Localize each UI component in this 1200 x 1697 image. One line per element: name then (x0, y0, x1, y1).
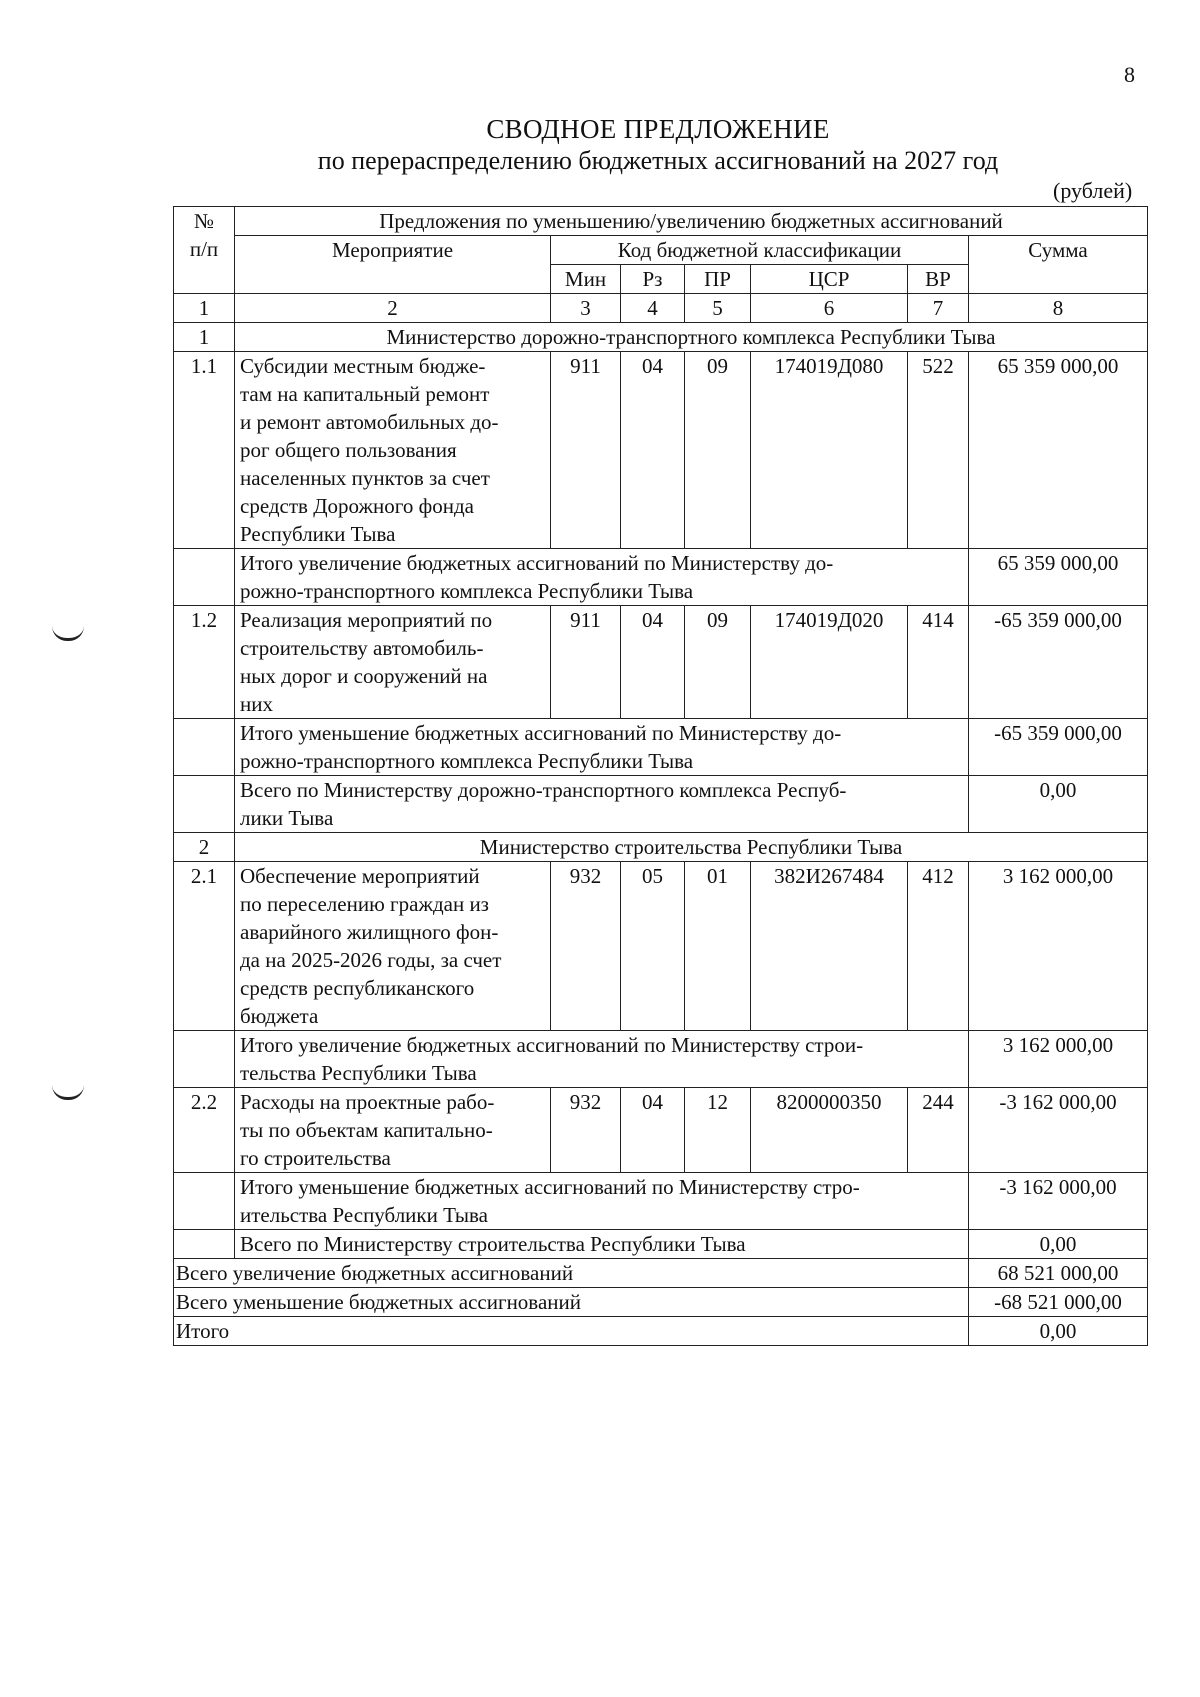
empty-cell (174, 1031, 235, 1088)
item-event: Реализация мероприятий по строительству автомобиль- ных дорог и сооружений на них (235, 606, 551, 719)
subtotal-row (174, 1173, 1148, 1230)
column-number-row (174, 294, 1148, 323)
subtotal-sum: -65 359 000,00 (969, 719, 1148, 776)
section-name: Министерство дорожно-транспортного комплекса Республики Тыва (235, 323, 1148, 352)
item-pr: 01 (685, 862, 751, 1031)
header-pr: ПР (685, 265, 751, 294)
item-row (174, 862, 1148, 1031)
header-row (174, 236, 1148, 265)
header-sum: Сумма (969, 236, 1148, 294)
item-rz: 04 (621, 352, 685, 549)
item-csr: 174019Д020 (751, 606, 908, 719)
colnum-cell: 7 (908, 294, 969, 323)
header-rz: Рз (621, 265, 685, 294)
subtotal-label: Всего по Министерству дорожно-транспортного комплекса Респуб- лики Тыва (235, 776, 969, 833)
item-pr: 09 (685, 352, 751, 549)
item-min: 932 (551, 862, 621, 1031)
total-row (174, 1317, 1148, 1346)
item-vr: 244 (908, 1088, 969, 1173)
colnum-cell: 5 (685, 294, 751, 323)
subtotal-label: Итого уменьшение бюджетных ассигнований по Министерству до- рожно-транспортного комплекса Республики Тыва (235, 719, 969, 776)
table-body (174, 207, 1148, 1346)
total-sum: 0,00 (969, 1317, 1148, 1346)
item-vr: 412 (908, 862, 969, 1031)
item-sum: 65 359 000,00 (969, 352, 1148, 549)
item-csr: 174019Д080 (751, 352, 908, 549)
document-subtitle: по перераспределению бюджетных ассигнований на 2027 год (317, 146, 999, 175)
header-event: Мероприятие (235, 236, 551, 294)
subtotal-row (174, 719, 1148, 776)
item-no: 1.2 (174, 606, 235, 719)
colnum-cell: 4 (621, 294, 685, 323)
header-min: Мин (551, 265, 621, 294)
item-rz: 05 (621, 862, 685, 1031)
total-label: Всего увеличение бюджетных ассигнований (174, 1259, 969, 1288)
item-sum: -65 359 000,00 (969, 606, 1148, 719)
header-proposals: Предложения по уменьшению/увеличению бюджетных ассигнований (235, 207, 1148, 236)
item-vr: 414 (908, 606, 969, 719)
colnum-cell: 3 (551, 294, 621, 323)
item-vr: 522 (908, 352, 969, 549)
header-code: Код бюджетной классификации (551, 236, 969, 265)
section-no: 2 (174, 833, 235, 862)
subtotal-sum: 0,00 (969, 776, 1148, 833)
subtotal-sum: 0,00 (969, 1230, 1148, 1259)
item-row (174, 352, 1148, 549)
units-label: (рублей) (1053, 178, 1133, 203)
section-row (174, 323, 1148, 352)
subtotal-label: Итого увеличение бюджетных ассигнований по Министерству строи- тельства Республики Тыва (235, 1031, 969, 1088)
subtotal-row (174, 1230, 1148, 1259)
margin-mark (52, 626, 84, 641)
total-row (174, 1288, 1148, 1317)
subtotal-sum: 65 359 000,00 (969, 549, 1148, 606)
header-row (174, 207, 1148, 236)
section-row (174, 833, 1148, 862)
subtotal-row (174, 1031, 1148, 1088)
item-no: 2.1 (174, 862, 235, 1031)
header-csr: ЦСР (751, 265, 908, 294)
empty-cell (174, 549, 235, 606)
item-csr: 382И267484 (751, 862, 908, 1031)
colnum-cell: 1 (174, 294, 235, 323)
page-number: 8 (1124, 62, 1135, 87)
item-pr: 09 (685, 606, 751, 719)
item-no: 2.2 (174, 1088, 235, 1173)
item-min: 911 (551, 606, 621, 719)
total-row (174, 1259, 1148, 1288)
document-title: СВОДНОЕ ПРЕДЛОЖЕНИЕ (486, 114, 830, 144)
header-vr: ВР (908, 265, 969, 294)
item-rz: 04 (621, 1088, 685, 1173)
empty-cell (174, 1230, 235, 1259)
colnum-cell: 2 (235, 294, 551, 323)
colnum-cell: 6 (751, 294, 908, 323)
colnum-cell: 8 (969, 294, 1148, 323)
margin-mark (52, 1085, 84, 1100)
subtotal-row (174, 549, 1148, 606)
section-name: Министерство строительства Республики Тыва (235, 833, 1148, 862)
total-sum: -68 521 000,00 (969, 1288, 1148, 1317)
item-rz: 04 (621, 606, 685, 719)
item-row (174, 1088, 1148, 1173)
header-no: № п/п (174, 207, 235, 294)
empty-cell (174, 719, 235, 776)
item-min: 911 (551, 352, 621, 549)
total-label: Итого (174, 1317, 969, 1346)
total-label: Всего уменьшение бюджетных ассигнований (174, 1288, 969, 1317)
total-sum: 68 521 000,00 (969, 1259, 1148, 1288)
item-event: Расходы на проектные рабо- ты по объектам капитально- го строительства (235, 1088, 551, 1173)
empty-cell (174, 776, 235, 833)
subtotal-sum: 3 162 000,00 (969, 1031, 1148, 1088)
budget-table (173, 206, 1148, 1346)
item-sum: 3 162 000,00 (969, 862, 1148, 1031)
subtotal-label: Итого увеличение бюджетных ассигнований по Министерству до- рожно-транспортного комплекса Республики Тыва (235, 549, 969, 606)
empty-cell (174, 1173, 235, 1230)
subtotal-label: Итого уменьшение бюджетных ассигнований по Министерству стро- ительства Республики Тыва (235, 1173, 969, 1230)
item-pr: 12 (685, 1088, 751, 1173)
item-csr: 8200000350 (751, 1088, 908, 1173)
subtotal-row (174, 776, 1148, 833)
item-event: Обеспечение мероприятий по переселению граждан из аварийного жилищного фон- да на 2025-2026 годы, за счет средств республиканского бюджета (235, 862, 551, 1031)
item-row (174, 606, 1148, 719)
item-sum: -3 162 000,00 (969, 1088, 1148, 1173)
item-event: Субсидии местным бюдже- там на капитальный ремонт и ремонт автомобильных до- рог общего пользования населенных пунктов за счет средств Дорожного фонда Республики Тыва (235, 352, 551, 549)
section-no: 1 (174, 323, 235, 352)
subtotal-label: Всего по Министерству строительства Республики Тыва (235, 1230, 969, 1259)
item-min: 932 (551, 1088, 621, 1173)
item-no: 1.1 (174, 352, 235, 549)
subtotal-sum: -3 162 000,00 (969, 1173, 1148, 1230)
